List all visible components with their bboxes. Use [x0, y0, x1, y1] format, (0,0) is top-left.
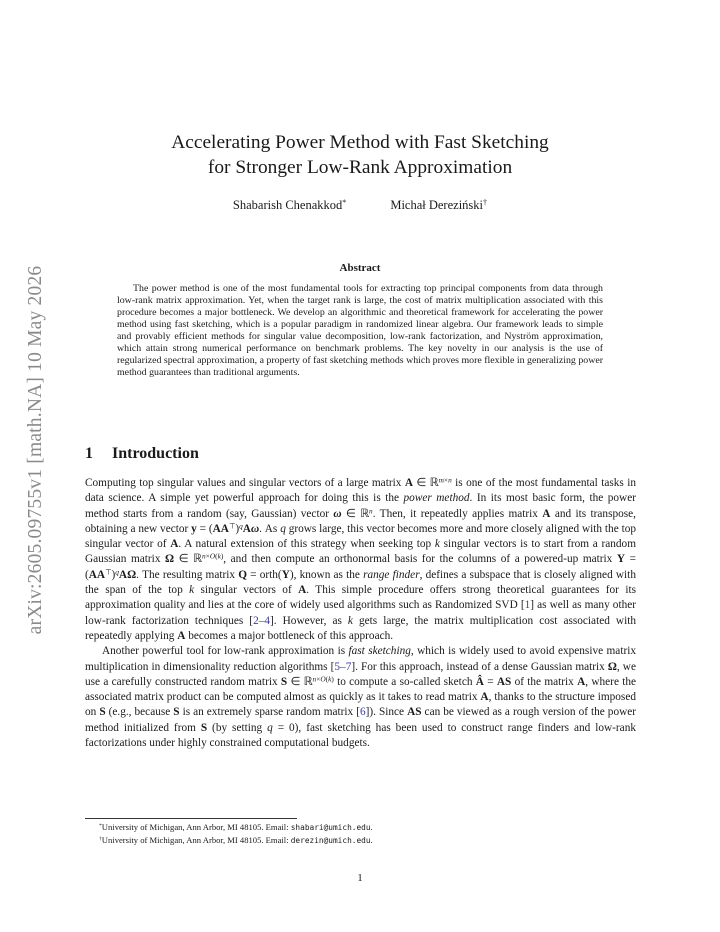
introduction-body — [85, 476, 636, 751]
footnote-2-text: University of Michigan, Ann Arbor, MI 48105. Email: — [101, 835, 291, 845]
abstract-text: The power method is one of the most fundamental tools for extracting top principal components from data through low-rank matrix approximation. Yet, when the target rank is large, the cost of matrix multiplication associated with this procedure becomes a major bottleneck. We develop an algorithmic and theoretical framework for accelerating the power method using fast sketching, which is a popular paradigm in randomized linear algebra. Our framework leads to simple and provably efficient methods for singular value decomposition, low-rank factorization, and Nyström approximation, which attain strong numerical performance on benchmark problems. The key novelty in our analysis is the use of regularized spectral approximation, a property of fast sketching methods which proves more flexible in generalizing power method guarantees than traditional arguments. — [117, 283, 603, 379]
footnote-1-text: University of Michigan, Ann Arbor, MI 48105. Email: — [101, 822, 291, 832]
footnotes — [99, 821, 373, 847]
footnote-2-email[interactable]: derezin@umich.edu — [290, 836, 371, 845]
author-2-name: Michał Dereziński — [390, 198, 484, 212]
page-number: 1 — [357, 872, 363, 884]
footnote-2 — [99, 834, 373, 847]
title-line-2: for Stronger Low-Rank Approximation — [207, 157, 513, 178]
arxiv-identifier-sidebar — [22, 240, 50, 660]
author-2-mark: † — [483, 197, 488, 207]
footnote-1 — [99, 821, 373, 834]
section-number: 1 — [85, 445, 93, 462]
title-line-1: Accelerating Power Method with Fast Sketching — [171, 132, 549, 153]
section-title: Introduction — [112, 445, 199, 462]
footnote-1-email[interactable]: shabari@umich.edu — [290, 823, 371, 832]
arxiv-identifier: arXiv:2605.09755v1 [math.NA] 10 May 2026 — [25, 265, 46, 635]
author-1-name: Shabarish Chenakkod — [232, 198, 343, 212]
footnote-divider — [85, 818, 297, 819]
author-2 — [390, 198, 487, 212]
author-list — [0, 198, 720, 213]
section-heading — [85, 445, 199, 463]
author-1 — [233, 198, 346, 213]
paper-title — [0, 130, 720, 180]
intro-paragraph-1: Computing top singular values and singular vectors of a large matrix A ∈ ℝ$^{m\times n}$ is one of the most fundamental tasks in data science. A simple yet powerful approach for doing this is the power method. In its most basic form, the power method starts from a random (say, Gaussian) vector ω ∈ ℝ$^n$. Then, it repeatedly applies matrix A and its transpose, obtaining a new vector $y = (AA^⊤)^qA\omega$. As q grows large, this vector becomes more and more closely aligned with the top singular vector of A. A natural extension of this strategy when seeking top k singular vectors is to start from a random Gaussian matrix Ω ∈ ℝ$^{n\times O(k)}$, and then compute an orthonormal basis for the columns of a powered-up matrix $Y = (AA^⊤)^qA\Omega$. The resulting matrix Q = orth(Y), known as the range finder, defines a subspace that is closely aligned with the span of the top k singular vectors of A. This simple procedure offers strong theoretical guarantees for its approximation quality and lies at the core of widely used algorithms such as Randomized SVD [1] as well as many other low-rank factorization techniques [2–4]. However, as k gets large, the matrix multiplication cost associated with repeatedly applying A becomes a major bottleneck of this approach. — [85, 475, 637, 642]
intro-paragraph-2: Another powerful tool for low-rank approximation is fast sketching, which is widely used to avoid expensive matrix multiplication in dimensionality reduction algorithms [5–7]. For this approach, instead of a dense Gaussian matrix Ω, we use a carefully constructed random matrix S ∈ ℝ$^{n\times O(k)}$ to compute a so-called sketch Â = AS of the matrix A, where the associated matrix product can be computed almost as quickly as it takes to read matrix A, thanks to the structure imposed on S (e.g., because S is an extremely sparse random matrix [6]). Since AS can be viewed as a rough version of the power method initialized from S (by setting q = 0), fast sketching has been used to construct range finders and low-rank factorizations under highly constrained computational budgets. — [85, 645, 637, 750]
footnote-1-end: . — [370, 822, 373, 832]
footnote-2-end: . — [370, 835, 373, 845]
footnote-1-mark: * — [99, 823, 102, 830]
footnote-2-mark: † — [99, 836, 102, 843]
author-1-mark: * — [342, 197, 347, 207]
abstract-heading: Abstract — [339, 262, 381, 274]
